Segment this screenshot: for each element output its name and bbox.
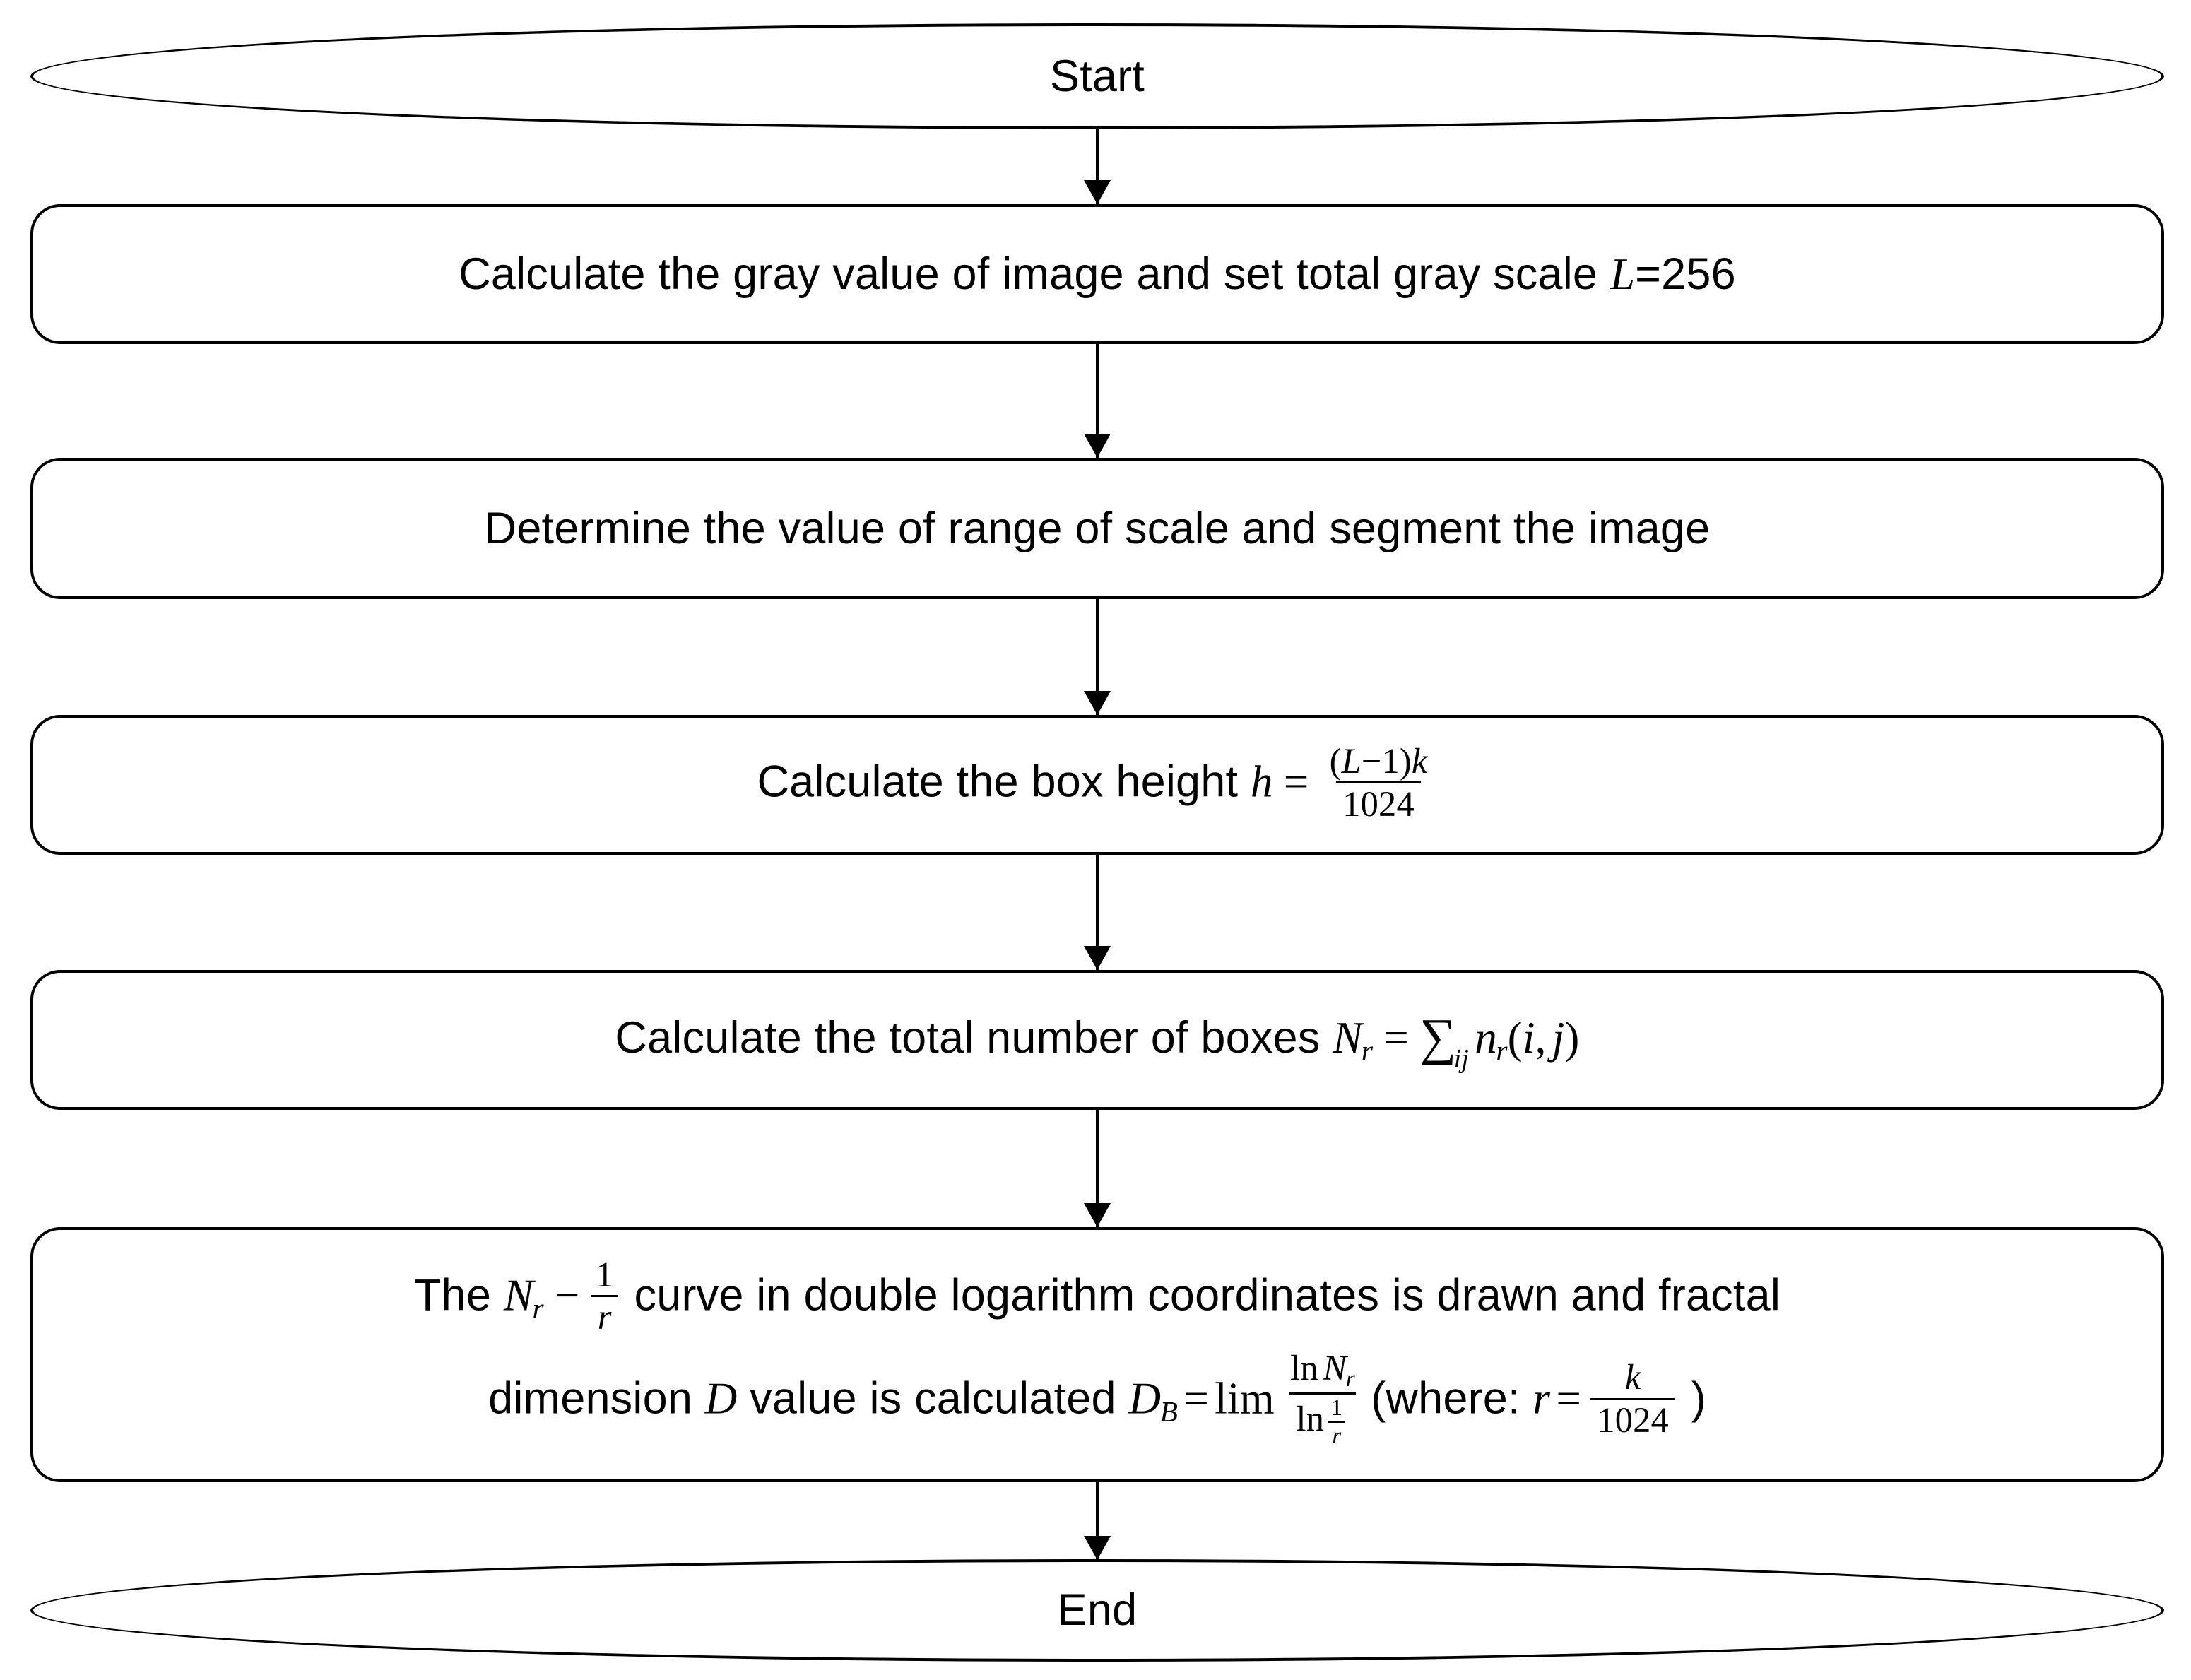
paren-close: ): [1564, 1012, 1580, 1063]
step1-equals-value: =256: [1635, 249, 1736, 299]
fraction-denominator: [591, 1295, 618, 1336]
node-end[interactable]: [30, 1559, 2164, 1662]
step5-value-is-calculated: value is calculated: [737, 1373, 1129, 1424]
fraction-numerator: [1619, 1359, 1648, 1397]
arrowhead-down-icon: [1084, 1536, 1111, 1560]
step5-minus: −: [554, 1270, 580, 1320]
fraction-numerator: [1284, 1349, 1362, 1393]
step5-lim: lim: [1215, 1373, 1275, 1424]
inner-fraction-1-over-r: [1326, 1395, 1347, 1448]
var-i: i: [1522, 1012, 1535, 1063]
arrowhead-down-icon: [1084, 946, 1111, 970]
node-step1[interactable]: [30, 204, 2164, 344]
fraction-denominator: [1289, 1392, 1355, 1449]
step1-var-L: L: [1610, 249, 1636, 299]
step5-fraction-k-over-1024: [1590, 1359, 1675, 1439]
var-j: j: [1552, 1012, 1565, 1063]
ln: ln: [1290, 1347, 1318, 1388]
den-value: 1024: [1342, 783, 1415, 824]
step5-rest: curve in double logarithm coordinates is drawn and fractal: [634, 1270, 1781, 1320]
step4-sub-r: r: [1361, 1034, 1374, 1067]
paren-open: (: [1507, 1012, 1523, 1063]
step4-var-N: N: [1333, 1012, 1363, 1063]
step4-text: Calculate the total number of boxes: [615, 1012, 1333, 1063]
step5-where-close: ): [1679, 1373, 1706, 1424]
step1-text: Calculate the gray value of image and set total gray scale: [459, 249, 1610, 299]
ln: ln: [1296, 1399, 1325, 1439]
node-step2[interactable]: [30, 458, 2164, 599]
node-step5-label: [33, 1254, 2161, 1452]
step4-sigma-icon: ∑: [1419, 1008, 1457, 1065]
sub-r: r: [1345, 1365, 1355, 1392]
step5-where-open: (where:: [1371, 1373, 1533, 1424]
var-k: k: [1624, 1357, 1641, 1397]
step5-var-DB: D: [1128, 1373, 1162, 1424]
step5-where-var-r: r: [1532, 1373, 1551, 1424]
step3-equals: =: [1283, 757, 1309, 807]
arrowhead-down-icon: [1084, 1203, 1111, 1227]
arrowhead-down-icon: [1084, 691, 1111, 715]
comma: ,: [1535, 1012, 1547, 1063]
var-N: N: [1323, 1347, 1347, 1388]
step5-the: The: [413, 1270, 504, 1320]
node-step4-label: [615, 1005, 1579, 1075]
paren-close: ): [1399, 741, 1412, 781]
step4-sigma-sub: ij: [1453, 1043, 1470, 1074]
node-step4[interactable]: [30, 970, 2164, 1110]
node-step2-label: Determine the value of range of scale and segment the image: [484, 503, 1711, 553]
var-L: L: [1341, 741, 1362, 781]
var-r: r: [1332, 1423, 1342, 1450]
node-step1-label: [459, 248, 1736, 300]
one: 1: [595, 1254, 614, 1294]
step4-equals: =: [1383, 1012, 1409, 1063]
one: 1: [1330, 1395, 1343, 1421]
node-step3[interactable]: [30, 715, 2164, 855]
step3-text: Calculate the box height: [757, 757, 1251, 807]
step5-dimension: dimension: [488, 1373, 705, 1424]
fraction-numerator: [1326, 1395, 1347, 1421]
step5-sub-B: B: [1159, 1395, 1179, 1428]
step5-line-2: [33, 1347, 2161, 1452]
var-r: r: [597, 1297, 612, 1337]
paren-open: (: [1329, 741, 1342, 781]
step5-sub-r: r: [532, 1291, 544, 1325]
den-value: 1024: [1597, 1400, 1669, 1440]
step5-var-D: D: [704, 1373, 738, 1424]
fraction-denominator: [1328, 1421, 1345, 1449]
step4-var-n: n: [1475, 1012, 1497, 1063]
one: 1: [1381, 741, 1400, 781]
fraction-numerator: [589, 1256, 620, 1295]
step5-where-equals: =: [1556, 1373, 1582, 1424]
step3-fraction: [1323, 743, 1434, 823]
fraction-denominator: [1590, 1398, 1675, 1439]
step5-fraction-log: [1284, 1349, 1362, 1450]
step5-equals: =: [1183, 1373, 1210, 1424]
var-k: k: [1411, 741, 1428, 781]
node-step5[interactable]: [30, 1227, 2164, 1482]
step5-fraction-1-over-r: [589, 1256, 620, 1337]
fraction-denominator: [1336, 781, 1421, 822]
arrowhead-down-icon: [1084, 180, 1111, 204]
step3-var-h: h: [1250, 757, 1273, 807]
fraction-numerator: [1323, 743, 1434, 781]
step5-var-N: N: [503, 1270, 534, 1320]
arrowhead-down-icon: [1084, 434, 1111, 458]
node-start-label: Start: [1049, 51, 1145, 101]
node-step3-label: [757, 741, 1437, 825]
step5-line-1: [33, 1254, 2161, 1339]
node-start[interactable]: [30, 23, 2164, 129]
node-end-label: End: [1057, 1585, 1138, 1635]
minus: −: [1361, 741, 1382, 781]
step4-sub-r2: r: [1496, 1034, 1508, 1067]
